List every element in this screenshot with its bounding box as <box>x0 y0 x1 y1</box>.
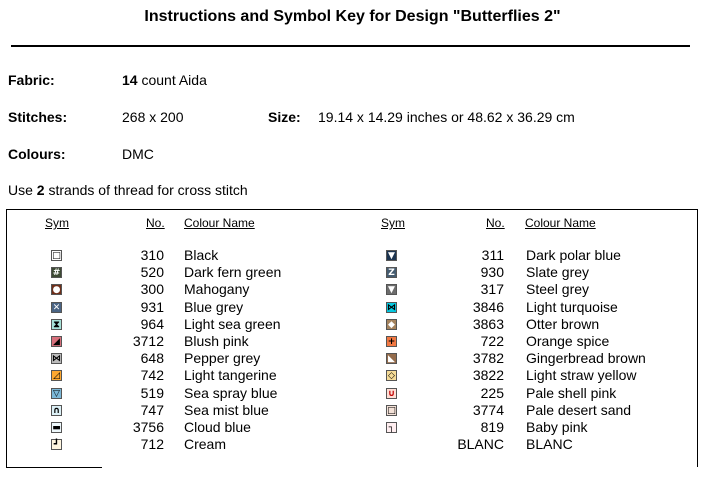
instruction-pre: Use <box>8 182 37 198</box>
stitches-value: 268 x 200 <box>122 109 184 125</box>
colour-name: Sea spray blue <box>184 384 278 401</box>
colour-name: Black <box>184 247 219 263</box>
colour-number: 300 <box>140 281 164 298</box>
left-no-header: No. <box>146 216 165 230</box>
colour-name: Baby pink <box>526 419 588 435</box>
colour-number: 3846 <box>472 298 504 315</box>
bowtie-icon: ⋈ <box>387 302 396 313</box>
square-outline-icon: □ <box>387 405 396 416</box>
colour-name: BLANC <box>526 436 573 453</box>
colour-name: Sea mist blue <box>184 401 269 418</box>
page-title: Instructions and Symbol Key for Design "Butterflies 2" <box>144 8 561 25</box>
cross-icon: ✕ <box>52 302 61 313</box>
colour-name: Dark polar blue <box>526 247 621 263</box>
fabric-count: 14 <box>122 72 138 88</box>
size-value: 19.14 x 14.29 inches or 48.62 x 36.29 cm <box>318 109 575 125</box>
colour-number: 722 <box>480 333 504 349</box>
colour-row <box>0 281 705 298</box>
right-no-header: No. <box>486 216 505 230</box>
plus-icon: + <box>387 337 396 347</box>
left-sym-header: Sym <box>45 216 69 230</box>
triangle-corner-icon: ◢ <box>51 336 62 347</box>
colour-number: 317 <box>480 281 504 298</box>
colour-number: 742 <box>140 367 164 384</box>
colour-name: Light straw yellow <box>526 367 637 384</box>
colour-number: 3756 <box>132 419 164 435</box>
diamond-icon: ◆ <box>386 319 397 330</box>
colour-row <box>0 367 705 384</box>
colour-name: Light turquoise <box>526 298 618 315</box>
colour-number: 225 <box>480 384 504 401</box>
colour-number: 931 <box>140 298 164 315</box>
fabric-type: count Aida <box>137 72 207 88</box>
colour-name: Mahogany <box>184 281 250 298</box>
colour-number: 3822 <box>472 367 504 384</box>
arch-icon: ∩ <box>52 405 61 416</box>
colour-name: Blush pink <box>184 333 249 349</box>
colour-number: 3782 <box>472 350 504 367</box>
key-bottom-rule <box>6 467 102 468</box>
colour-number: 3712 <box>132 333 164 349</box>
colour-row <box>0 316 705 333</box>
colour-name: Light sea green <box>184 315 281 332</box>
blank-swatch-icon <box>386 439 397 450</box>
colours-label: Colours: <box>8 146 66 162</box>
fabric-label: Fabric: <box>8 72 55 88</box>
colour-number: 648 <box>140 350 164 367</box>
colour-name: Pepper grey <box>184 350 261 367</box>
diamond-outline-icon: ◇ <box>386 370 397 381</box>
circle-icon: ● <box>52 285 61 296</box>
corner-icon: ┐ <box>386 422 397 433</box>
corner-icon: ┛ <box>51 439 62 450</box>
right-sym-header: Sym <box>381 216 405 230</box>
triangle-corner-icon: ◣ <box>386 353 397 364</box>
colour-name: Light tangerine <box>184 367 277 384</box>
colour-number: 712 <box>140 436 164 453</box>
strand-count: 2 <box>36 182 45 198</box>
colour-name: Steel grey <box>526 281 590 298</box>
colour-number: 3774 <box>472 401 504 418</box>
colour-name: Orange spice <box>526 333 610 349</box>
left-name-header: Colour Name <box>184 216 255 230</box>
size-label: Size: <box>268 109 301 125</box>
colour-name: Gingerbread brown <box>526 350 646 367</box>
colour-number: 311 <box>481 247 504 263</box>
colour-number: 3863 <box>472 315 504 332</box>
instruction-post: strands of thread for cross stitch <box>44 182 248 198</box>
colour-row <box>0 385 705 402</box>
colour-row <box>0 419 705 436</box>
letter-z-icon: Z <box>386 267 397 278</box>
colour-row <box>0 247 705 264</box>
triangle-down-solid-icon: ▼ <box>386 250 397 261</box>
colour-number: 520 <box>140 264 164 281</box>
instruction-text <box>8 182 248 198</box>
bar-icon: ▬ <box>52 423 61 433</box>
colour-name: Cloud blue <box>184 419 251 435</box>
colour-name: Slate grey <box>526 264 590 281</box>
colour-name: Pale desert sand <box>526 401 632 418</box>
bowtie-icon: ⋈ <box>52 354 61 365</box>
colour-name: Dark fern green <box>184 264 282 281</box>
title-divider <box>11 45 690 47</box>
square-outline-icon: □ <box>52 251 61 261</box>
hourglass-icon: ⧗ <box>51 319 62 330</box>
colour-number: BLANC <box>457 436 504 453</box>
hash-icon: # <box>52 268 61 279</box>
cup-icon: ∪ <box>387 388 396 399</box>
colour-number: 747 <box>140 401 164 418</box>
colour-number: 310 <box>140 247 164 263</box>
stitches-label: Stitches: <box>8 109 68 125</box>
colour-name: Otter brown <box>526 315 600 332</box>
triangle-down-steel-icon: ▼ <box>386 284 397 295</box>
colour-number: 819 <box>480 419 504 435</box>
colour-row <box>0 264 705 281</box>
triangle-down-icon: ▽ <box>51 388 62 399</box>
colour-name: Pale shell pink <box>526 384 617 401</box>
colours-value: DMC <box>122 146 154 162</box>
colour-number: 519 <box>140 384 164 401</box>
colour-row <box>0 350 705 367</box>
fabric-value <box>122 72 207 88</box>
colour-row <box>0 333 705 350</box>
colour-number: 964 <box>140 315 164 332</box>
right-name-header: Colour Name <box>525 216 596 230</box>
colour-number: 930 <box>480 264 504 281</box>
corner-triangle-icon: ◿ <box>51 370 62 381</box>
colour-row <box>0 402 705 419</box>
colour-name: Cream <box>184 436 227 453</box>
colour-row <box>0 436 705 453</box>
colour-row <box>0 299 705 316</box>
colour-name: Blue grey <box>184 298 244 315</box>
